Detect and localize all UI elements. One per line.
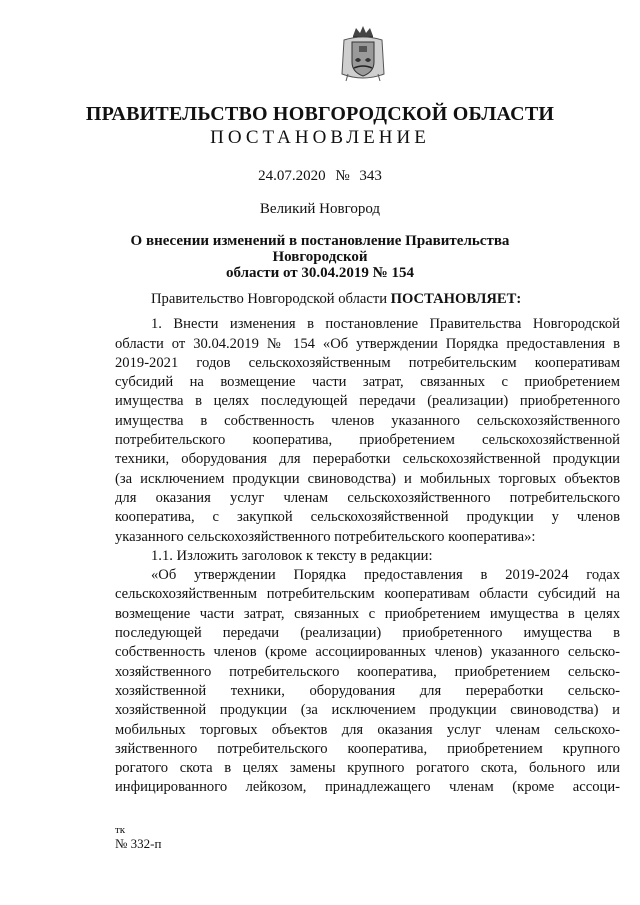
paragraph-line: рогатого скота в целях замены крупного рогатого скота, больного или: [115, 760, 620, 777]
paragraph-line: сельскохозяйственным потребительским кооперативам области субсидий на: [115, 586, 620, 603]
document-body: [115, 290, 620, 798]
paragraph-line: потребительского кооператива, приобретением сельскохозяйственной: [115, 432, 620, 449]
decree-date: 24.07.2020: [258, 168, 326, 184]
date-number-line: [0, 168, 640, 185]
city-name: Великий Новгород: [259, 201, 381, 217]
paragraph-line: для оказания услуг членам сельскохозяйственного потребительского: [115, 489, 620, 506]
paragraph-line: возмещение части затрат, связанных с приобретением имущества в целях: [115, 605, 620, 622]
paragraph-line: хозяйственной техники, оборудования для переработки сельско-: [115, 682, 620, 699]
paragraph-line: техники, оборудования для переработки сельскохозяйственной продукции: [115, 451, 620, 468]
paragraph-line: собственность членов (кроме ассоциированных членов) указанного сельско-: [115, 644, 620, 661]
document-type-heading: ПОСТАНОВЛЕНИЕ: [210, 127, 430, 148]
paragraph-line: имущества в целях последующей передачи (реализации) приобретенного: [115, 393, 620, 410]
paragraph-line: последующей передачи (реализации) приобретенного имущества в: [115, 625, 620, 642]
title-line: области от 30.04.2019 № 154: [226, 265, 414, 281]
preamble: [115, 290, 620, 309]
decree-number: 343: [359, 168, 382, 184]
document-title: [110, 233, 530, 281]
paragraph-line: 1. Внести изменения в постановление Правительства Новгородской: [151, 316, 620, 333]
paragraph-line: мобильных торговых объектов для оказания услуг членам сельскохо-: [115, 721, 620, 738]
paragraph-line: (за исключением продукции свиноводства) и мобильных торговых объектов: [115, 470, 620, 487]
title-line: О внесении изменений в постановление Правительства Новгородской: [130, 233, 510, 265]
number-sign: №: [335, 168, 350, 184]
paragraph-line: «Об утверждении Порядка предоставления в 2019-2024 годах: [151, 567, 620, 584]
subparagraph-1-1: 1.1. Изложить заголовок к тексту в редакции:: [151, 547, 433, 564]
paragraph-line: 2019-2021 годов сельскохозяйственным потребительским кооперативам: [115, 354, 620, 371]
executor-initials: тк: [115, 824, 126, 836]
paragraph-line: субсидий на возмещение части затрат, связанных с приобретением: [115, 374, 620, 391]
coat-of-arms-emblem: [338, 24, 388, 84]
paragraph-line: указанного сельскохозяйственного потребительского кооператива»:: [115, 528, 536, 545]
preamble-text: Правительство Новгородской области: [151, 291, 391, 307]
paragraph-line: имущества в собственность членов указанного сельскохозяйственного: [115, 412, 620, 429]
paragraph-line: хозяйственного потребительского кооператива, приобретением сельско-: [115, 663, 620, 680]
government-heading: ПРАВИТЕЛЬСТВО НОВГОРОДСКОЙ ОБЛАСТИ: [85, 103, 555, 125]
paragraph-line: области от 30.04.2019 № 154 «Об утверждении Порядка предоставления в: [115, 335, 620, 352]
paragraph-line: хозяйственной продукции (за исключением продукции свиноводства) и: [115, 702, 620, 719]
paragraph-2: [115, 566, 620, 798]
footer: [115, 823, 161, 851]
preamble-decision: ПОСТАНОВЛЯЕТ:: [390, 291, 522, 307]
paragraph-line: инфицированного лейкозом, принадлежащего членам (кроме ассоци-: [115, 779, 620, 796]
document-reference: № 332-п: [115, 836, 162, 851]
paragraph-1: [115, 315, 620, 547]
paragraph-line: зяйственного потребительского кооператива, приобретением крупного: [115, 740, 620, 757]
paragraph-line: кооператива, с закупкой сельскохозяйственной продукции у членов: [115, 509, 620, 526]
